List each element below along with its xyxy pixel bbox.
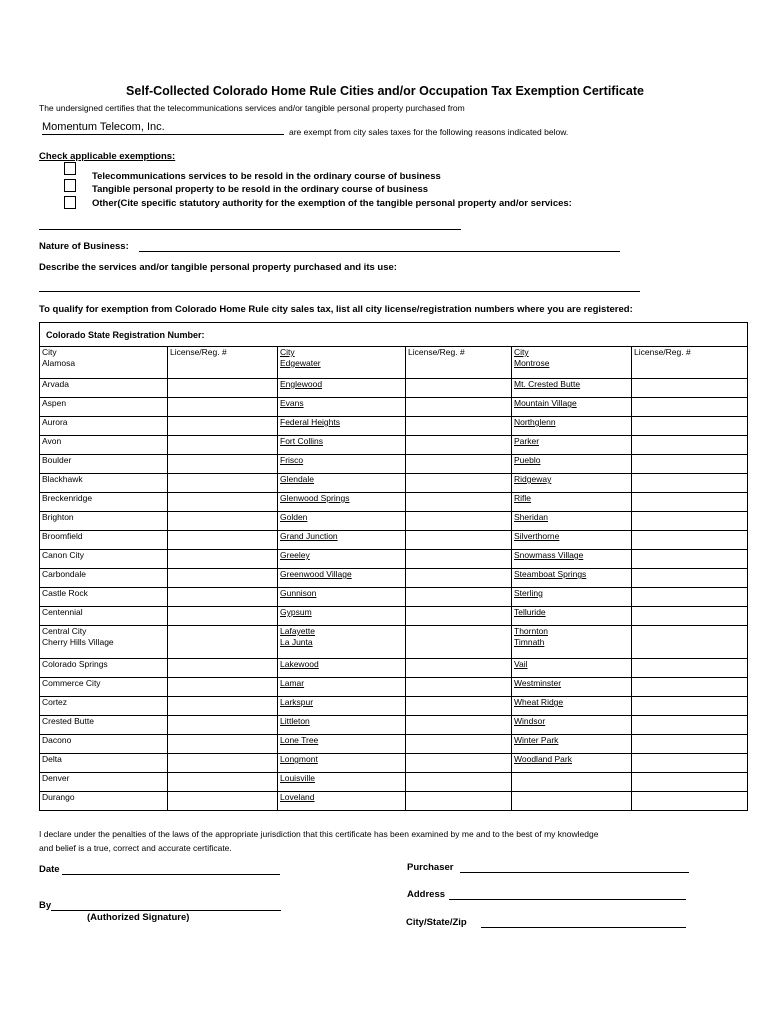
table-row [40, 569, 748, 588]
city-cell [40, 512, 168, 531]
city-cell [278, 493, 406, 512]
city-cell [512, 398, 632, 417]
city-cell [512, 716, 632, 735]
city-name: Greenwood Village [280, 569, 352, 579]
declaration-line-2: and belief is a true, correct and accurate certificate. [39, 843, 232, 853]
license-input-cell[interactable] [632, 455, 748, 474]
license-input-cell[interactable] [168, 659, 278, 678]
table-row [40, 455, 748, 474]
vendor-name-field[interactable]: Momentum Telecom, Inc. [42, 121, 284, 135]
city-name: Winter Park [514, 735, 559, 745]
city-cell [278, 550, 406, 569]
license-input-cell[interactable] [168, 735, 278, 754]
authorized-signature-label: (Authorized Signature) [87, 912, 190, 923]
city-cell [278, 379, 406, 398]
license-input-cell[interactable] [406, 607, 512, 626]
city-name: Gypsum [280, 607, 312, 617]
city-cell [512, 607, 632, 626]
city-name: Westminster [514, 678, 562, 688]
license-column-header: License/Reg. # [170, 347, 227, 357]
city-cell [278, 512, 406, 531]
license-input-cell[interactable] [632, 678, 748, 697]
city-cell [278, 588, 406, 607]
city-cell [512, 678, 632, 697]
license-input-cell[interactable] [406, 773, 512, 792]
city-cell [40, 550, 168, 569]
license-input-cell[interactable] [406, 697, 512, 716]
table-row [40, 347, 748, 379]
license-input-cell[interactable] [632, 792, 748, 811]
license-input-cell[interactable] [632, 607, 748, 626]
license-input-cell[interactable] [168, 550, 278, 569]
city-cell [40, 697, 168, 716]
address-label: Address [407, 889, 446, 900]
city-name: Colorado Springs [42, 659, 108, 669]
license-input-cell[interactable] [168, 792, 278, 811]
city-cell [40, 754, 168, 773]
license-input-cell[interactable] [406, 754, 512, 773]
city-name: Sterling [514, 588, 543, 598]
city-column-header: City [514, 347, 529, 357]
city-name: Larkspur [280, 697, 314, 707]
license-input-cell[interactable] [406, 417, 512, 436]
city-cell [40, 626, 168, 659]
city-name: Dacono [42, 735, 72, 745]
license-input-cell[interactable] [632, 474, 748, 493]
license-input-cell[interactable] [406, 347, 512, 379]
city-name: Edgewater [280, 358, 321, 368]
city-name: Federal Heights [280, 417, 341, 427]
exempt-text: are exempt from city sales taxes for the following reasons indicated below. [289, 127, 569, 137]
form-title: Self-Collected Colorado Home Rule Cities and/or Occupation Tax Exemption Certificate [126, 84, 644, 98]
city-cell [278, 716, 406, 735]
license-input-cell[interactable] [168, 773, 278, 792]
exemption-checkbox-other[interactable] [64, 196, 76, 209]
city-cell [40, 607, 168, 626]
address-line[interactable] [449, 899, 686, 900]
city-cell [278, 569, 406, 588]
city-name: Frisco [280, 455, 304, 465]
city-cell [278, 474, 406, 493]
license-input-cell[interactable] [632, 347, 748, 379]
table-row [40, 474, 748, 493]
city-cell [278, 678, 406, 697]
license-input-cell[interactable] [406, 735, 512, 754]
table-row [40, 379, 748, 398]
city-name: Gunnison [280, 588, 317, 598]
nature-of-business-line[interactable] [139, 251, 620, 252]
city-cell [278, 436, 406, 455]
purchaser-line[interactable] [460, 872, 689, 873]
city-cell [40, 659, 168, 678]
license-input-cell[interactable] [632, 569, 748, 588]
license-input-cell[interactable] [406, 379, 512, 398]
license-input-cell[interactable] [168, 678, 278, 697]
city-column-header: City [280, 347, 295, 357]
city-cell [40, 436, 168, 455]
license-input-cell[interactable] [406, 531, 512, 550]
signature-line[interactable] [51, 910, 281, 911]
license-input-cell[interactable] [168, 493, 278, 512]
date-line[interactable] [62, 874, 280, 875]
city-cell [512, 773, 632, 792]
license-input-cell[interactable] [632, 626, 748, 659]
city-name: Breckenridge [42, 493, 93, 503]
license-input-cell[interactable] [406, 678, 512, 697]
table-row [40, 716, 748, 735]
table-row [40, 550, 748, 569]
city-cell [278, 659, 406, 678]
table-row [40, 626, 748, 659]
license-input-cell[interactable] [168, 754, 278, 773]
city-cell [278, 398, 406, 417]
license-input-cell[interactable] [168, 379, 278, 398]
date-label: Date [39, 864, 60, 875]
state-registration-number-label: Colorado State Registration Number: [40, 323, 748, 347]
declaration-line-1: I declare under the penalties of the laws of the appropriate jurisdiction that this certificate has been examined by me and to the best of my knowledge [39, 829, 599, 839]
city-cell [40, 417, 168, 436]
city-cell [512, 626, 632, 659]
license-input-cell[interactable] [168, 512, 278, 531]
license-input-cell[interactable] [406, 474, 512, 493]
city-name: Louisville [280, 773, 315, 783]
table-row [40, 398, 748, 417]
city-cell [40, 379, 168, 398]
city-name: Commerce City [42, 678, 101, 688]
license-input-cell[interactable] [632, 716, 748, 735]
city-name: Lafayette [280, 626, 315, 636]
license-input-cell[interactable] [406, 716, 512, 735]
license-input-cell[interactable] [632, 659, 748, 678]
table-row [40, 754, 748, 773]
city-name: Mt. Crested Butte [514, 379, 581, 389]
city-cell [512, 792, 632, 811]
license-input-cell[interactable] [632, 697, 748, 716]
table-row [40, 493, 748, 512]
city-cell [278, 697, 406, 716]
city-cell [512, 436, 632, 455]
table-row [40, 436, 748, 455]
city-cell [278, 773, 406, 792]
license-input-cell[interactable] [406, 493, 512, 512]
registration-table [39, 322, 748, 811]
city-cell [40, 792, 168, 811]
city-cell [40, 678, 168, 697]
license-input-cell[interactable] [632, 588, 748, 607]
city-cell [278, 626, 406, 659]
city-name: Windsor [514, 716, 546, 726]
city-name: Glendale [280, 474, 315, 484]
city-cell [40, 474, 168, 493]
city-cell [278, 792, 406, 811]
license-input-cell[interactable] [406, 550, 512, 569]
table-row [40, 678, 748, 697]
city-name: Alamosa [42, 358, 76, 368]
city-name: Canon City [42, 550, 85, 560]
city-name: Montrose [514, 358, 550, 368]
license-input-cell[interactable] [632, 417, 748, 436]
city-name: Sheridan [514, 512, 549, 522]
city-name: Cherry Hills Village [42, 637, 114, 647]
city-name: Rifle [514, 493, 532, 503]
city-cell [40, 493, 168, 512]
city-name: Carbondale [42, 569, 86, 579]
city-name: Glenwood Springs [280, 493, 350, 503]
city-name: Delta [42, 754, 62, 764]
license-input-cell[interactable] [406, 569, 512, 588]
license-input-cell[interactable] [632, 512, 748, 531]
table-row [40, 735, 748, 754]
license-input-cell[interactable] [406, 588, 512, 607]
city-cell [512, 512, 632, 531]
exemption-label-resale-services: Telecommunications services to be resold in the ordinary course of business [92, 171, 441, 182]
license-input-cell[interactable] [168, 347, 278, 379]
exemption-label-other: Other(Cite specific statutory authority for the exemption of the tangible personal property and/or services: [92, 198, 572, 209]
city-name: Timnath [514, 637, 545, 647]
city-cell [40, 531, 168, 550]
city-name: Grand Junction [280, 531, 338, 541]
table-row [40, 792, 748, 811]
city-cell [40, 569, 168, 588]
qualify-text: To qualify for exemption from Colorado Home Rule city sales tax, list all city license/registration numbers where you are registered: [39, 304, 633, 315]
city-name: Telluride [514, 607, 546, 617]
city-state-zip-label: City/State/Zip [406, 917, 467, 928]
city-name: Wheat Ridge [514, 697, 564, 707]
license-input-cell[interactable] [406, 792, 512, 811]
license-input-cell[interactable] [168, 626, 278, 659]
exemption-checkbox-resale-property[interactable] [64, 179, 76, 192]
city-cell [512, 493, 632, 512]
city-name: Golden [280, 512, 308, 522]
check-exemptions-heading: Check applicable exemptions: [39, 151, 176, 162]
city-name: Longmont [280, 754, 318, 764]
city-name: Littleton [280, 716, 310, 726]
city-name: Central City [42, 626, 87, 636]
city-name: Lone Tree [280, 735, 319, 745]
city-cell [40, 588, 168, 607]
city-name: Brighton [42, 512, 74, 522]
table-row [40, 659, 748, 678]
city-name: Cortez [42, 697, 68, 707]
license-input-cell[interactable] [406, 626, 512, 659]
city-cell [512, 455, 632, 474]
city-name: Mountain Village [514, 398, 577, 408]
license-input-cell[interactable] [168, 531, 278, 550]
city-name: Crested Butte [42, 716, 94, 726]
other-authority-line[interactable] [39, 229, 461, 230]
city-name: Ridgeway [514, 474, 552, 484]
city-cell [512, 754, 632, 773]
nature-of-business-label: Nature of Business: [39, 241, 129, 252]
license-input-cell[interactable] [632, 754, 748, 773]
license-input-cell[interactable] [168, 607, 278, 626]
describe-line[interactable] [39, 291, 640, 292]
table-row [40, 697, 748, 716]
license-input-cell[interactable] [632, 398, 748, 417]
license-input-cell[interactable] [168, 417, 278, 436]
license-input-cell[interactable] [168, 588, 278, 607]
city-cell [40, 398, 168, 417]
license-column-header: License/Reg. # [634, 347, 691, 357]
table-row [40, 531, 748, 550]
city-cell [40, 716, 168, 735]
license-input-cell[interactable] [168, 569, 278, 588]
city-cell [512, 550, 632, 569]
city-cell [40, 773, 168, 792]
license-input-cell[interactable] [406, 455, 512, 474]
license-input-cell[interactable] [168, 697, 278, 716]
exemption-checkbox-resale-services[interactable] [64, 162, 76, 175]
table-row [40, 417, 748, 436]
city-name: Woodland Park [514, 754, 572, 764]
city-name: Loveland [280, 792, 315, 802]
city-name: Blackhawk [42, 474, 83, 484]
city-cell [40, 455, 168, 474]
license-input-cell[interactable] [632, 436, 748, 455]
license-input-cell[interactable] [632, 493, 748, 512]
purchaser-label: Purchaser [407, 862, 454, 873]
city-name: Thornton [514, 626, 549, 636]
city-name: Fort Collins [280, 436, 323, 446]
exemption-label-resale-property: Tangible personal property to be resold in the ordinary course of business [92, 184, 429, 195]
city-cell [278, 735, 406, 754]
city-name: Greeley [280, 550, 310, 560]
city-cell [512, 659, 632, 678]
city-name: Arvada [42, 379, 69, 389]
license-input-cell[interactable] [168, 455, 278, 474]
city-cell [278, 347, 406, 379]
city-cell [512, 735, 632, 754]
city-cell [278, 607, 406, 626]
city-name: Englewood [280, 379, 323, 389]
license-input-cell[interactable] [168, 716, 278, 735]
table-row [40, 588, 748, 607]
city-cell [512, 474, 632, 493]
city-state-zip-line[interactable] [481, 927, 686, 928]
table-row [40, 607, 748, 626]
city-cell [512, 347, 632, 379]
city-cell [278, 754, 406, 773]
city-cell [512, 417, 632, 436]
city-name: La Junta [280, 637, 313, 647]
table-row [40, 773, 748, 792]
city-name: Vail [514, 659, 528, 669]
city-name: Evans [280, 398, 304, 408]
license-input-cell[interactable] [632, 550, 748, 569]
city-name: Broomfield [42, 531, 83, 541]
city-name: Avon [42, 436, 62, 446]
table-row [40, 512, 748, 531]
city-cell [278, 417, 406, 436]
city-cell [40, 347, 168, 379]
license-input-cell[interactable] [406, 436, 512, 455]
by-label: By [39, 900, 52, 911]
city-name: Snowmass Village [514, 550, 584, 560]
city-name: Steamboat Springs [514, 569, 587, 579]
city-cell [278, 455, 406, 474]
city-name: Pueblo [514, 455, 541, 465]
city-name: Aspen [42, 398, 67, 408]
license-input-cell[interactable] [168, 474, 278, 493]
city-name: Parker [514, 436, 540, 446]
city-name: Castle Rock [42, 588, 88, 598]
city-cell [40, 735, 168, 754]
city-name: Lakewood [280, 659, 319, 669]
city-name: Centennial [42, 607, 83, 617]
license-input-cell[interactable] [168, 398, 278, 417]
city-name: Aurora [42, 417, 68, 427]
describe-label: Describe the services and/or tangible personal property purchased and its use: [39, 262, 397, 273]
city-name: Durango [42, 792, 75, 802]
city-cell [512, 379, 632, 398]
license-input-cell[interactable] [632, 531, 748, 550]
city-name: Boulder [42, 455, 72, 465]
city-column-header: City [42, 347, 57, 357]
city-name: Silverthorne [514, 531, 560, 541]
city-cell [278, 531, 406, 550]
city-name: Northglenn [514, 417, 556, 427]
license-input-cell[interactable] [632, 735, 748, 754]
license-input-cell[interactable] [632, 773, 748, 792]
city-cell [512, 569, 632, 588]
license-input-cell[interactable] [406, 659, 512, 678]
license-column-header: License/Reg. # [408, 347, 465, 357]
license-input-cell[interactable] [632, 379, 748, 398]
intro-text: The undersigned certifies that the telecommunications services and/or tangible personal property purchased from [39, 103, 465, 113]
city-name: Denver [42, 773, 70, 783]
license-input-cell[interactable] [406, 398, 512, 417]
license-input-cell[interactable] [168, 436, 278, 455]
license-input-cell[interactable] [406, 512, 512, 531]
city-name: Lamar [280, 678, 305, 688]
city-cell [512, 588, 632, 607]
city-cell [512, 531, 632, 550]
city-cell [512, 697, 632, 716]
